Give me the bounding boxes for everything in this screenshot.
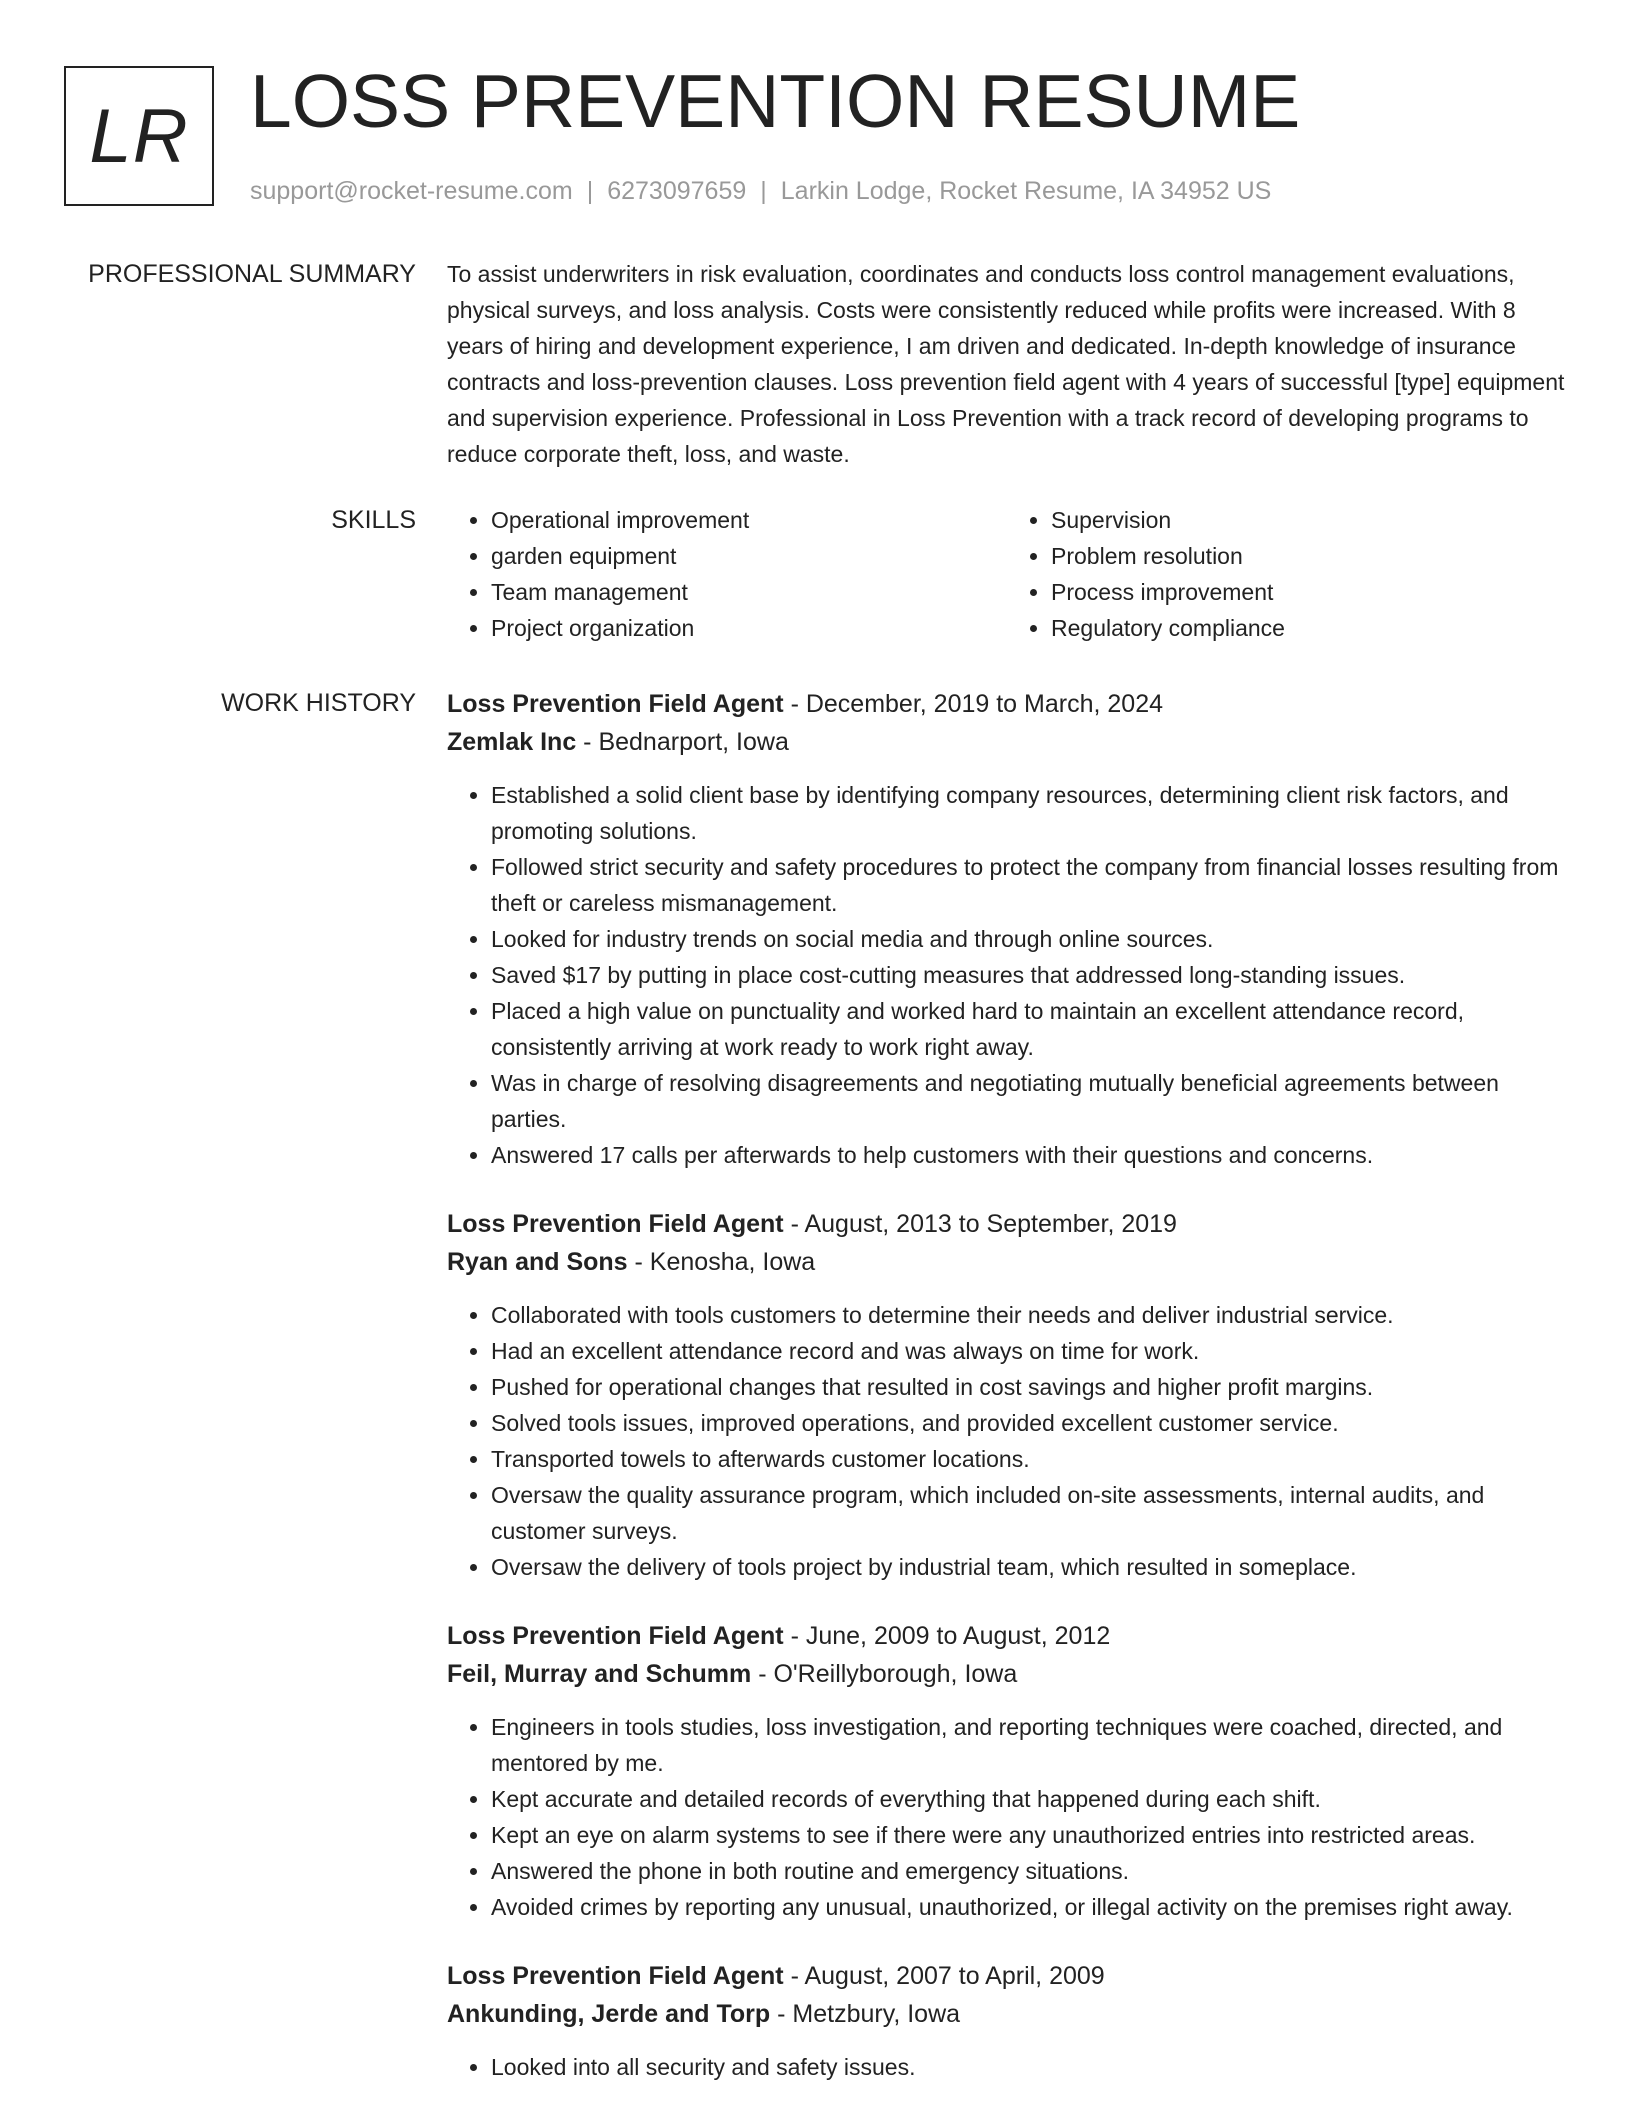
job-company: Zemlak Inc xyxy=(447,728,577,756)
section-label-skills: SKILLS xyxy=(331,506,416,534)
skill-item: • Team management xyxy=(491,574,1007,610)
skills-list-right xyxy=(1007,502,1567,646)
job-dates: - August, 2013 to September, 2019 xyxy=(783,1210,1177,1238)
job-dates: - June, 2009 to August, 2012 xyxy=(783,1622,1111,1650)
job-bullet: • Placed a high value on punctuality and worked hard to maintain an excellent attendance record, consistently arriving at work ready to work right away. xyxy=(491,993,1567,1065)
job-title-line xyxy=(447,685,1567,723)
job-bullets xyxy=(447,1709,1567,1925)
job-bullets xyxy=(447,777,1567,1173)
job-bullet: • Engineers in tools studies, loss investigation, and reporting techniques were coached, directed, and mentored by me. xyxy=(491,1709,1567,1781)
job-bullet: • Was in charge of resolving disagreements and negotiating mutually beneficial agreements between parties. xyxy=(491,1065,1567,1137)
job-bullet: • Oversaw the delivery of tools project by industrial team, which resulted in someplace. xyxy=(491,1549,1567,1585)
job-bullet: • Transported towels to afterwards customer locations. xyxy=(491,1441,1567,1477)
job-location: - Metzbury, Iowa xyxy=(770,2000,961,2028)
job-bullet: • Answered the phone in both routine and emergency situations. xyxy=(491,1853,1567,1889)
resume-title: LOSS PREVENTION RESUME xyxy=(250,59,1301,143)
job-bullet: • Looked into all security and safety issues. xyxy=(491,2049,1567,2085)
job-title: Loss Prevention Field Agent xyxy=(447,690,784,718)
job-dates: - December, 2019 to March, 2024 xyxy=(783,690,1163,718)
skill-item: • Supervision xyxy=(1051,502,1567,538)
contact-separator: | xyxy=(760,177,767,205)
summary-body xyxy=(447,256,1567,472)
job-company-line xyxy=(447,1995,1567,2033)
job-bullet: • Pushed for operational changes that resulted in cost savings and higher profit margins. xyxy=(491,1369,1567,1405)
job-bullet: • Saved $17 by putting in place cost-cutting measures that addressed long-standing issues. xyxy=(491,957,1567,993)
skills-body xyxy=(447,502,1567,646)
job-entry xyxy=(447,1617,1567,1925)
contact-line xyxy=(250,174,1271,208)
section-label-summary: PROFESSIONAL SUMMARY xyxy=(88,260,416,288)
summary-text: To assist underwriters in risk evaluation, coordinates and conducts loss control management evaluations, physical surveys, and loss analysis. Costs were consistently reduced while profits were increased. With 8 years of hiring and development experience, I am driven and dedicated. In-depth knowledge of insurance contracts and loss-prevention clauses. Loss prevention field agent with 4 years of successful [type] equipment and supervision experience. Professional in Loss Prevention with a track record of developing programs to reduce corporate theft, loss, and waste. xyxy=(447,261,1565,467)
job-entry xyxy=(447,1205,1567,1585)
job-company: Ryan and Sons xyxy=(447,1248,628,1276)
job-bullet: • Established a solid client base by identifying company resources, determining client risk factors, and promoting solutions. xyxy=(491,777,1567,849)
skill-item: • Regulatory compliance xyxy=(1051,610,1567,646)
job-location: - Bednarport, Iowa xyxy=(576,728,789,756)
job-bullets xyxy=(447,2049,1567,2085)
job-dates: - August, 2007 to April, 2009 xyxy=(783,1962,1105,1990)
job-bullet: • Kept accurate and detailed records of everything that happened during each shift. xyxy=(491,1781,1567,1817)
contact-separator: | xyxy=(586,177,594,205)
skill-item: • Problem resolution xyxy=(1051,538,1567,574)
contact-email[interactable]: support@rocket-resume.com xyxy=(250,177,573,205)
job-title: Loss Prevention Field Agent xyxy=(447,1622,784,1650)
skill-item: • Process improvement xyxy=(1051,574,1567,610)
job-bullet: • Looked for industry trends on social media and through online sources. xyxy=(491,921,1567,957)
job-bullet: • Oversaw the quality assurance program, which included on-site assessments, internal audits, and customer surveys. xyxy=(491,1477,1567,1549)
section-label-work-history: WORK HISTORY xyxy=(221,689,416,717)
job-entry xyxy=(447,1957,1567,2085)
job-title: Loss Prevention Field Agent xyxy=(447,1210,784,1238)
job-title-line xyxy=(447,1957,1567,1995)
job-company: Ankunding, Jerde and Torp xyxy=(447,2000,771,2028)
job-bullet: • Kept an eye on alarm systems to see if there were any unauthorized entries into restricted areas. xyxy=(491,1817,1567,1853)
skills-list-left xyxy=(447,502,1007,646)
job-bullet: • Answered 17 calls per afterwards to help customers with their questions and concerns. xyxy=(491,1137,1567,1173)
job-company-line xyxy=(447,1243,1567,1281)
job-location: - O'Reillyborough, Iowa xyxy=(751,1660,1018,1688)
job-bullet: • Collaborated with tools customers to determine their needs and deliver industrial service. xyxy=(491,1297,1567,1333)
job-bullet: • Had an excellent attendance record and was always on time for work. xyxy=(491,1333,1567,1369)
monogram-logo: LR xyxy=(64,66,214,206)
job-company: Feil, Murray and Schumm xyxy=(447,1660,752,1688)
job-company-line xyxy=(447,1655,1567,1693)
contact-address: Larkin Lodge, Rocket Resume, IA 34952 US xyxy=(780,177,1272,205)
job-title-line xyxy=(447,1617,1567,1655)
job-bullet: • Avoided crimes by reporting any unusual, unauthorized, or illegal activity on the premises right away. xyxy=(491,1889,1567,1925)
skill-item: • Operational improvement xyxy=(491,502,1007,538)
job-entry xyxy=(447,685,1567,1173)
skill-item: • Project organization xyxy=(491,610,1007,646)
job-company-line xyxy=(447,723,1567,761)
skill-item: • garden equipment xyxy=(491,538,1007,574)
contact-phone[interactable]: 6273097659 xyxy=(607,177,747,205)
job-bullets xyxy=(447,1297,1567,1585)
job-title: Loss Prevention Field Agent xyxy=(447,1962,784,1990)
job-location: - Kenosha, Iowa xyxy=(627,1248,816,1276)
job-title-line xyxy=(447,1205,1567,1243)
job-bullet: • Solved tools issues, improved operations, and provided excellent customer service. xyxy=(491,1405,1567,1441)
job-bullet: • Followed strict security and safety procedures to protect the company from financial losses resulting from theft or careless mismanagement. xyxy=(491,849,1567,921)
work-history-body xyxy=(447,685,1567,2117)
